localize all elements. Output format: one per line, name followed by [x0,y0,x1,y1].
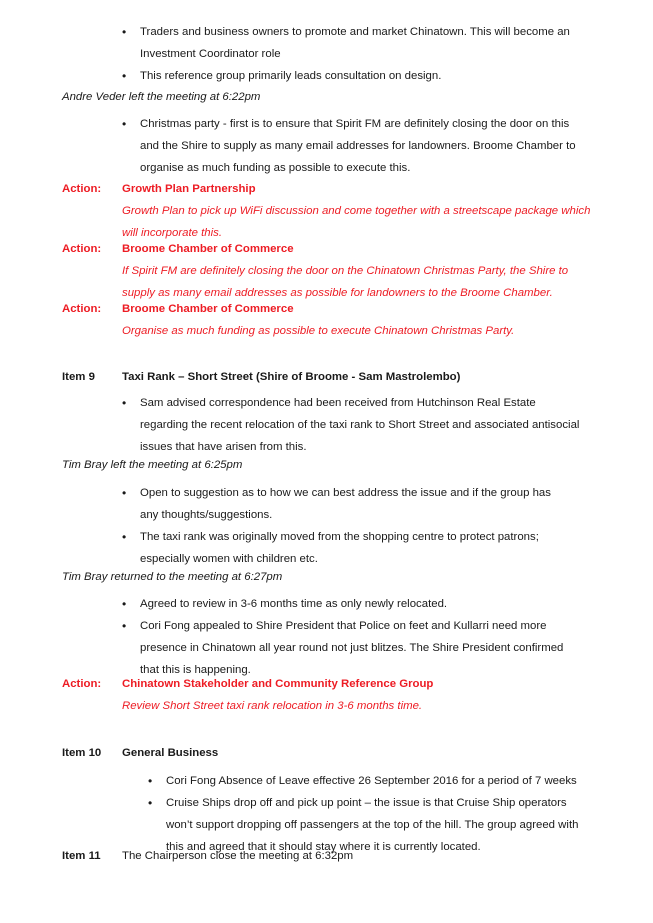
list-item [122,392,580,458]
list-item-text: Cori Fong appealed to Shire President that Police on feet and Kullarri need more presence in Chinatown all year round not just blitzes. The Shire President confirmed that this is happening. [140,620,564,676]
action-detail: Organise as much funding as possible to execute Chinatown Christmas Party. [122,325,515,337]
note-tim-bray-left: Tim Bray left the meeting at 6:25pm [62,459,243,471]
item-number: Item 10 [62,747,102,759]
list-item-text: Traders and business owners to promote and market Chinatown. This will become an Investment Coordinator role [140,26,570,60]
bullet-list-item9-b [122,482,570,570]
action-label: Action: [62,183,102,195]
action-detail: Growth Plan to pick up WiFi discussion and come together with a streetscape package which will incorporate this. [122,205,591,239]
list-item [148,770,588,792]
list-item [122,615,584,681]
action-detail: Review Short Street taxi rank relocation in 3-6 months time. [122,700,423,712]
bullet-icon: • [148,774,153,788]
action-title: Growth Plan Partnership [122,183,256,195]
list-item [122,593,584,615]
list-item [122,21,580,65]
bullet-list-item9-a [122,392,580,458]
list-item [122,526,570,570]
bullet-icon: • [122,69,127,83]
action-title: Chinatown Stakeholder and Community Reference Group [122,678,434,690]
bullet-icon: • [122,396,127,410]
bullet-list-top [122,21,580,87]
action-title: Broome Chamber of Commerce [122,243,294,255]
bullet-icon: • [122,597,127,611]
list-item-text: Sam advised correspondence had been received from Hutchinson Real Estate regarding the recent relocation of the taxi rank to Short Street and associated antisocial issues that have arisen from this. [140,397,580,453]
action-body [122,298,602,342]
note-andre-veder-left: Andre Veder left the meeting at 6:22pm [62,91,261,103]
list-item-text: Open to suggestion as to how we can best address the issue and if the group has any thoughts/suggestions. [140,487,551,521]
bullet-icon: • [122,619,127,633]
bullet-icon: • [148,796,153,810]
item-title: Taxi Rank – Short Street (Shire of Broome - Sam Mastrolembo) [122,371,461,383]
bullet-list-item9-c [122,593,584,681]
note-tim-bray-returned: Tim Bray returned to the meeting at 6:27pm [62,571,283,583]
bullet-icon: • [122,530,127,544]
action-body [122,673,602,717]
list-item-text: Christmas party - first is to ensure that Spirit FM are definitely closing the door on this and the Shire to supply as many email addresses for landowners. Broome Chamber to organise as much funding as possible to execute this. [140,118,576,174]
action-body [122,238,602,304]
bullet-icon: • [122,486,127,500]
action-label: Action: [62,243,102,255]
list-item-text: Cruise Ships drop off and pick up point – the issue is that Cruise Ship operators won’t support dropping off passengers at the top of the hill. The group agreed with this and agreed that it should stay where it is currently located. [166,797,579,853]
list-item [122,113,580,179]
list-item [122,482,570,526]
list-item [122,65,580,87]
item-number: Item 11 [62,850,101,862]
action-label: Action: [62,678,102,690]
action-label: Action: [62,303,102,315]
action-body [122,178,602,244]
list-item-text: Cori Fong Absence of Leave effective 26 September 2016 for a period of 7 weeks [166,775,577,787]
bullet-list-christmas-party [122,113,580,179]
item-number: Item 9 [62,371,95,383]
bullet-icon: • [122,25,127,39]
action-title: Broome Chamber of Commerce [122,303,294,315]
item-title: General Business [122,747,219,759]
list-item-text: The taxi rank was originally moved from the shopping centre to protect patrons; especially women with children etc. [140,531,539,565]
action-detail: If Spirit FM are definitely closing the door on the Chinatown Christmas Party, the Shire to supply as many email addresses as possible for landowners to the Broome Chamber. [122,265,569,299]
list-item-text: Agreed to review in 3-6 months time as only newly relocated. [140,598,448,610]
list-item-text: This reference group primarily leads consultation on design. [140,70,442,82]
bullet-icon: • [122,117,127,131]
item-title: The Chairperson close the meeting at 6:32pm [122,850,354,862]
